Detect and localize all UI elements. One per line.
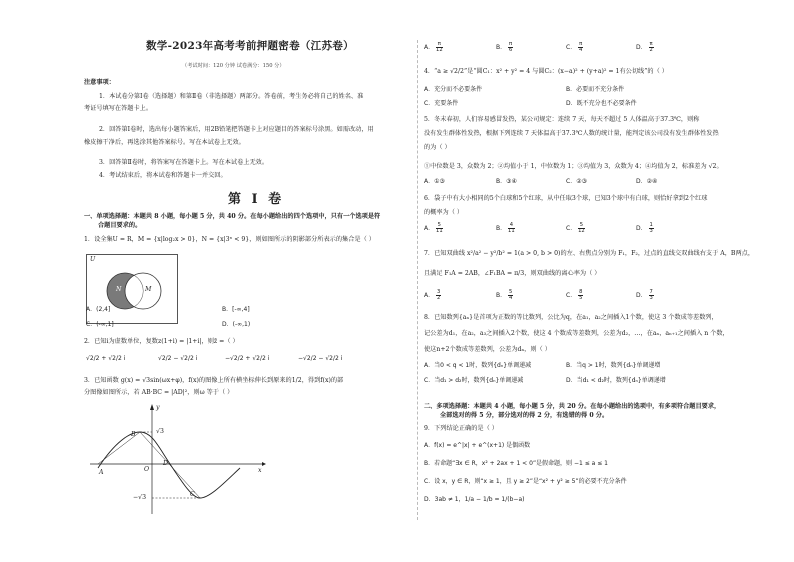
q8-line: 使这n+2个数成等差数列，公差为dₙ，则（ ） — [424, 346, 551, 353]
venn-label-n: N — [116, 286, 122, 293]
exam-info: （考试时间：120 分钟 试卷满分：150 分） — [182, 63, 285, 69]
q4-option-b: B．必要而不充分条件 — [566, 86, 625, 93]
q8-line: 记公差为d₁，在a₂，a₃之间插入2个数，使这 4 个数成等差数列，公差为d₂，…，在aₙ，aₙ₊₁之间插入 n 个数， — [424, 330, 729, 337]
q8-option-a: A．当0 < q < 1时，数列{dₙ}单调递减 — [424, 362, 532, 369]
q1-option-c: C．(-∞,1] — [86, 321, 114, 328]
q5-line: 没有发生群体性发热，根据下列连续 7 天体温高于37.3℃人数的统计量，能判定该公司没有发生群体性发热 — [424, 130, 719, 137]
frac-den: 11 — [508, 228, 515, 235]
q8-option-d: D．当d₁ < d₂时，数列{dₙ}单调递增 — [566, 377, 666, 384]
q9-option-a: A．f(x) = e^|x| + e^(x+1) 是偶函数 — [424, 442, 531, 449]
q3-stem-line: 分图像如图所示，若 AB·BC = |AD|²，则ω 等于（ ） — [84, 389, 234, 396]
column-divider — [417, 40, 418, 520]
q4-stem: 4．“a ≥ √2/2”是“圆C₁：x² + y² = 4 与圆C₂：(x−a)² + (y+a)² = 1有公切线”的（ ） — [424, 68, 668, 75]
graph-label-b: B — [131, 431, 136, 438]
q1-stem: 1．设全集U = R，M = {x|log₂x > 0}，N = {x|3ˣ < 9}，则如图所示的阴影部分所表示的集合是（ ） — [84, 236, 375, 243]
frac-den: 2 — [649, 47, 653, 54]
option-letter: A． — [424, 225, 435, 233]
q7-option-d — [636, 290, 654, 301]
frac-num: π — [509, 41, 513, 47]
option-letter: D． — [636, 292, 647, 300]
q2-option-d: −√2/2 − √2/2 i — [298, 355, 343, 362]
q9-stem: 9．下列结论正确的是（ ） — [424, 425, 498, 432]
frac-den: 4 — [579, 47, 583, 54]
venn-diagram — [86, 254, 178, 324]
graph-label-y: y — [156, 404, 160, 411]
sine-curve — [98, 432, 240, 498]
graph-label-d: D — [163, 460, 168, 467]
q9-option-c: C．设 x，y ∈ R，则“x ≥ 1，且 y ≥ 2”是“x² + y² ≥ 5”的必要不充分条件 — [424, 478, 627, 485]
q3-option-b — [496, 42, 513, 53]
frac — [578, 223, 585, 234]
frac-den: 12 — [578, 228, 585, 235]
frac — [578, 42, 583, 53]
q2-option-b: √2/2 − √2/2 i — [158, 355, 198, 362]
graph-label-a: A — [99, 469, 104, 476]
frac — [436, 42, 443, 53]
q2-option-c: −√2/2 + √2/2 i — [225, 355, 270, 362]
note-line: 2．回答第Ⅰ卷时，选出每小题答案后，用2B铅笔把答题卡上对应题目的答案标号涂黑。如需改动，用 — [99, 126, 374, 133]
q5-option-d: D．②④ — [636, 178, 658, 185]
q5-option-b: B．③④ — [496, 178, 517, 185]
part1-title: 第 I 卷 — [228, 192, 285, 207]
section1-line: 一、单项选择题：本题共 8 小题，每小题 5 分，共 40 分。在每小题给出的四个选项中，只有一个选项是符 — [84, 213, 381, 220]
y-axis-arrow — [150, 404, 154, 410]
q1-option-b: B．[-∞,4] — [222, 306, 250, 313]
q7-stem-line: 7．已知双曲线 x²/a² − y²/b² = 1(a > 0, b > 0)的左、右焦点分别为 F₁，F₂，过点的直线交双曲线右支于 A，B两点， — [424, 250, 755, 257]
q3-option-c — [566, 42, 583, 53]
frac-num: 7 — [649, 289, 653, 295]
option-letter: B． — [496, 44, 507, 52]
frac-den: 2 — [437, 295, 441, 302]
notes-heading: 注意事项： — [84, 79, 115, 86]
option-letter: D． — [636, 225, 647, 233]
frac-num: 5 — [579, 222, 584, 228]
sine-graph — [90, 402, 270, 517]
q5-option-c: C．②③ — [566, 178, 587, 185]
frac — [436, 223, 443, 234]
section2-line: 全部选对的得 5 分，部分选对的得 2 分，有选错的得 0 分。 — [440, 412, 609, 419]
option-letter: C． — [566, 44, 577, 52]
q5-line: 的为（ ） — [424, 144, 451, 151]
venn-svg — [87, 255, 179, 325]
frac-num: π — [649, 41, 653, 47]
option-letter: B． — [496, 292, 507, 300]
q4-option-c: C．充要条件 — [424, 100, 459, 107]
frac-den: 4 — [509, 295, 513, 302]
frac-num: 3 — [437, 289, 441, 295]
frac-num: 4 — [509, 222, 513, 228]
q5-option-a: A．①③ — [424, 178, 445, 185]
q6-option-d — [636, 223, 654, 234]
frac — [649, 290, 654, 301]
frac-den: 6 — [508, 47, 513, 54]
q7-option-c — [566, 290, 583, 301]
q7-stem-line: 且满足 F₁A = 2AB，∠F₁BA = π/3，则双曲线的离心率为（ ） — [424, 270, 601, 277]
q3-stem-line: 3．已知函数 g(x) = √3sin(ωx+φ)，f(x)的图像上所有横坐标伸长到原来的1/2，得到f(x)的部 — [84, 377, 344, 384]
q3-option-a — [424, 42, 443, 53]
graph-label-o: O — [144, 466, 150, 473]
option-letter: C． — [566, 292, 577, 300]
venn-label-m: M — [145, 286, 152, 293]
q7-option-a — [424, 290, 441, 301]
note-line: 考证号填写在答题卡上。 — [84, 105, 153, 112]
q6-option-c — [566, 223, 585, 234]
note-line: 4．考试结束后，将本试卷和答题卡一并交回。 — [99, 172, 227, 179]
frac — [649, 42, 654, 53]
x-axis-arrow — [262, 462, 266, 466]
frac-num: 5 — [437, 222, 441, 228]
graph-label-x: x — [258, 467, 262, 474]
frac-num: 1 — [649, 222, 653, 228]
q5-line: ①中位数是 3，众数为 2；②均值小于 1，中位数为 1；③均值为 3，众数为 4；④均值为 2，标准差为 √2。 — [424, 163, 723, 170]
option-letter: D． — [636, 44, 647, 52]
option-letter: C． — [566, 225, 577, 233]
frac-den: 5 — [579, 295, 583, 302]
frac — [508, 290, 513, 301]
graph-label-c: C — [190, 491, 195, 498]
option-letter: A． — [424, 44, 435, 52]
venn-label-u: U — [90, 256, 96, 263]
frac-num: 5 — [509, 289, 513, 295]
frac-den: 11 — [436, 228, 443, 235]
frac-den: 3 — [649, 228, 653, 235]
q6-stem2: 的概率为（ ） — [424, 209, 464, 216]
q8-line: 8．已知数列{aₙ}是首项为正数的等比数列，公比为q，在a₁，a₂之间插入1个数，使这 3 个数成等差数列， — [424, 314, 718, 321]
q2-option-a: √2/2 + √2/2 i — [86, 355, 126, 362]
frac-den: 12 — [436, 47, 443, 54]
q6-stem: 6．袋子中有大小相同的5个白球和5个红球，从中任取3个球，已知3个球中有白球，则恰好拿到2个红球 — [424, 195, 708, 202]
section1-line: 合题目要求的。 — [98, 222, 142, 229]
q9-option-d: D．3ab ≠ 1，1/a − 1/b = 1/(b−a) — [424, 496, 525, 503]
frac — [578, 290, 583, 301]
q9-option-b: B．若命题“∃x ∈ R，x² + 2ax + 1 < 0”是假命题，则 −1 ≤ a ≤ 1 — [424, 460, 608, 467]
q1-option-a: A．(2,4] — [86, 306, 111, 313]
frac-num: 8 — [579, 289, 583, 295]
bc-segment — [140, 432, 200, 498]
q6-option-b — [496, 223, 515, 234]
q6-option-a — [424, 223, 443, 234]
frac — [508, 223, 515, 234]
q3-option-d — [636, 42, 654, 53]
q7-option-b — [496, 290, 513, 301]
q1-option-d: D．(-∞,1) — [222, 321, 251, 328]
q4-option-a: A．充分而不必要条件 — [424, 86, 483, 93]
frac — [649, 223, 654, 234]
frac-num: π — [437, 41, 441, 47]
note-line: 3．回答第Ⅱ卷时，将答案写在答题卡上。写在本试卷上无效。 — [99, 159, 269, 166]
frac-den: 3 — [649, 295, 653, 302]
page-title: 数学-2023年高考考前押题密卷（江苏卷） — [146, 40, 354, 52]
option-letter: B． — [496, 225, 507, 233]
graph-label-neg-sqrt3: −√3 — [133, 494, 147, 501]
q5-line: 5．冬末春初，人们容易感冒发热，某公司规定：连续 7 天，每天不超过 5 人体温高于37.3℃，则称 — [424, 116, 700, 123]
frac — [436, 290, 441, 301]
frac-num: π — [579, 41, 583, 47]
section2-line: 二、多项选择题：本题共 4 小题，每小题 5 分，共 20 分。在每小题给出的选项中，有多项符合题目要求， — [424, 403, 721, 410]
option-letter: A． — [424, 292, 435, 300]
q8-option-b: B．当q > 1时，数列{dₙ}单调递增 — [566, 362, 661, 369]
q8-option-c: C．当d₁ > d₂时，数列{dₙ}单调递减 — [424, 377, 524, 384]
q4-option-d: D．既不充分也不必要条件 — [566, 100, 637, 107]
q2-stem: 2．已知i为虚数单位，复数z(1+i) = |1+i|，则z̄ =（ ） — [84, 338, 239, 345]
note-line: 1．本试卷分第Ⅰ卷（选择题）和第Ⅱ卷（非选择题）两部分。答卷前，考生务必将自己的姓名、准 — [99, 93, 364, 100]
note-line: 橡皮擦干净后，再选涂其他答案标号。写在本试卷上无效。 — [84, 139, 245, 146]
frac — [508, 42, 513, 53]
graph-label-sqrt3: √3 — [156, 428, 164, 435]
